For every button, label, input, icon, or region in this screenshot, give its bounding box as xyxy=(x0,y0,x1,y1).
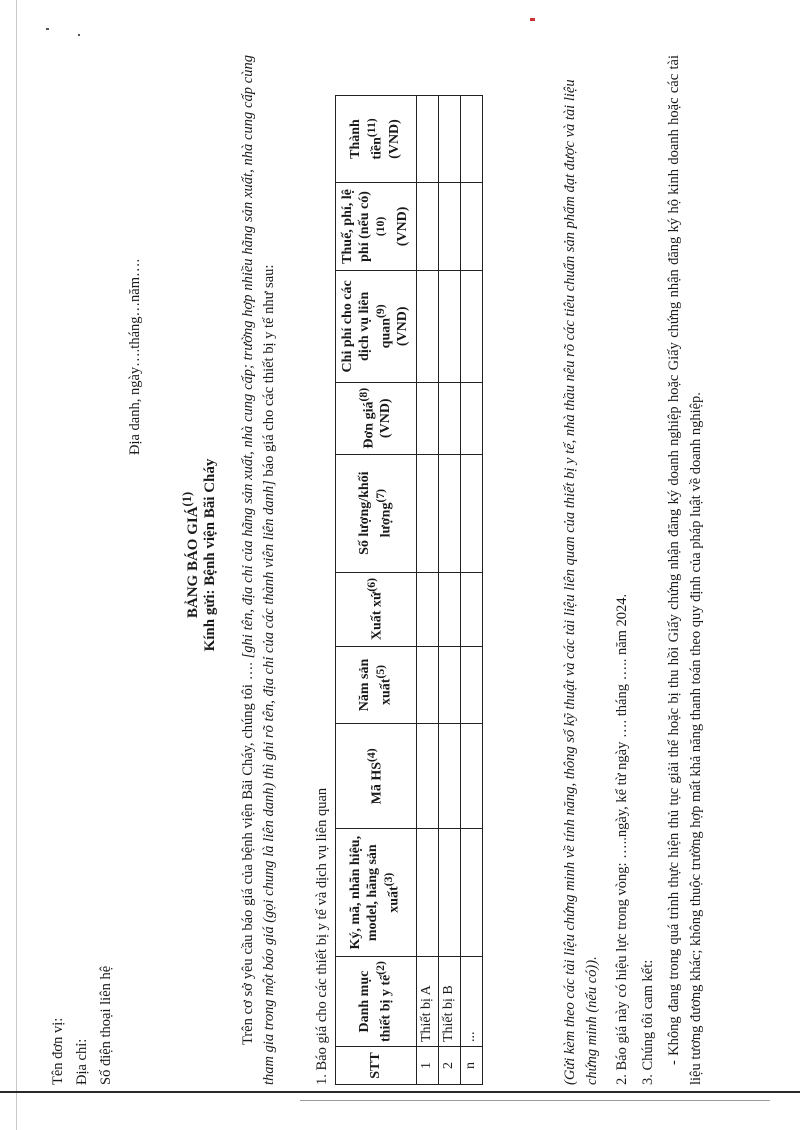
scan-bottom-line xyxy=(0,1091,800,1093)
table-row xyxy=(438,96,460,1085)
header-service-cost: Chi phí cho các dịch vụ liên quan$^{(9)}$ (VND) xyxy=(336,270,417,382)
quotation-document xyxy=(40,25,760,1085)
scan-bottom-line xyxy=(300,1100,770,1101)
commitment-heading: 3. Chúng tôi cam kết: xyxy=(640,959,656,1085)
scan-speck xyxy=(530,18,535,21)
intro-lead: Trên cơ sở yêu cầu báo giá của bệnh viện Bãi Cháy, chúng tôi …. xyxy=(240,658,256,1045)
header-unit-price: Đơn giá$^{(8)}$ (VND) xyxy=(336,382,417,454)
row-item: Thiết bị B xyxy=(438,957,460,1047)
addressee: Kính gửi: Bệnh viện Bãi Cháy xyxy=(202,458,218,652)
title-footnote: (1) xyxy=(180,491,194,507)
commitment-item: - Không đang trong quá trình thực hiện thủ tục giải thể hoặc bị thu hồi Giấy chứng nhận đăng ký doanh nghiệp hoặc Giấy chứng nhận đăng ký hộ kinh doanh hoặc các tài liệu tương đương khác; không thuộc trường hợp mất khả năng thanh toán theo quy định của pháp luật về doanh nghiệp. xyxy=(666,55,704,1085)
validity-line: 2. Báo giá này có hiệu lực trong vòng: …..ngày, kể từ ngày …. tháng ….. năm 2024. xyxy=(614,593,630,1085)
row-item: Thiết bị A xyxy=(416,957,438,1047)
table-row xyxy=(416,96,438,1085)
intro-italic: [ghi tên, địa chỉ của hãng sản xuất, nhà cung cấp; trường hợp nhiều hãng sản xuất, nhà cung cấp cùng tham gia trong một báo giá (gọi chung là liên danh) thì ghi rõ tên, địa chỉ của các thành viên liên danh] xyxy=(240,55,278,1085)
row-stt: 1 xyxy=(416,1047,438,1085)
intro-paragraph xyxy=(238,55,281,1085)
row-stt: 2 xyxy=(438,1047,460,1085)
scan-edge xyxy=(16,0,17,1130)
date-line: Địa danh, ngày….tháng…năm…. xyxy=(127,258,143,455)
header-year: Năm sản xuất$^{(5)}$ xyxy=(336,646,417,724)
header-total: Thành tiền$^{(11)}$ (VND) xyxy=(336,96,417,183)
sender-block xyxy=(48,966,120,1085)
header-stt: STT xyxy=(336,1047,417,1085)
header-origin: Xuất xứ$^{(6)}$ xyxy=(336,572,417,646)
address-label: Địa chỉ: xyxy=(74,1038,91,1085)
unit-label: Tên đơn vị: xyxy=(50,1017,66,1085)
header-item: Danh mục thiết bị y tế$^{(2)}$ xyxy=(336,957,417,1047)
header-brand: Ký, mã, nhãn hiệu, model, hãng sản xuất$^{(3)}$ xyxy=(336,829,417,957)
row-item: ... xyxy=(460,957,482,1047)
section-1-heading: 1. Báo giá cho các thiết bị y tế và dịch vụ liên quan xyxy=(314,787,330,1085)
row-stt: n xyxy=(460,1047,482,1085)
attachment-note: (Gửi kèm theo các tài liệu chứng minh về tính năng, thông số kỹ thuật và các tài liệu liên quan của thiết bị y tế, nhà thầu nêu rõ các tiêu chuẩn sản phẩm đạt được và tài liệu chứng minh (nếu có)). xyxy=(562,79,600,1085)
title-text: BẢNG BÁO GIÁ xyxy=(185,506,201,619)
table-header-row xyxy=(336,96,417,1085)
header-quantity: Số lượng/khối lượng$^{(7)}$ xyxy=(336,454,417,572)
header-hs-code: Mã HS$^{(4)}$ xyxy=(336,724,417,829)
phone-label: Số điện thoại liên hệ xyxy=(98,965,115,1085)
quotation-table xyxy=(335,95,483,1085)
table-row xyxy=(460,96,482,1085)
header-tax: Thuế, phí, lệ phí (nếu có) $^{(10)}$ (VND) xyxy=(336,183,417,271)
intro-tail: báo giá cho các thiết bị y tế như sau: xyxy=(261,264,278,481)
